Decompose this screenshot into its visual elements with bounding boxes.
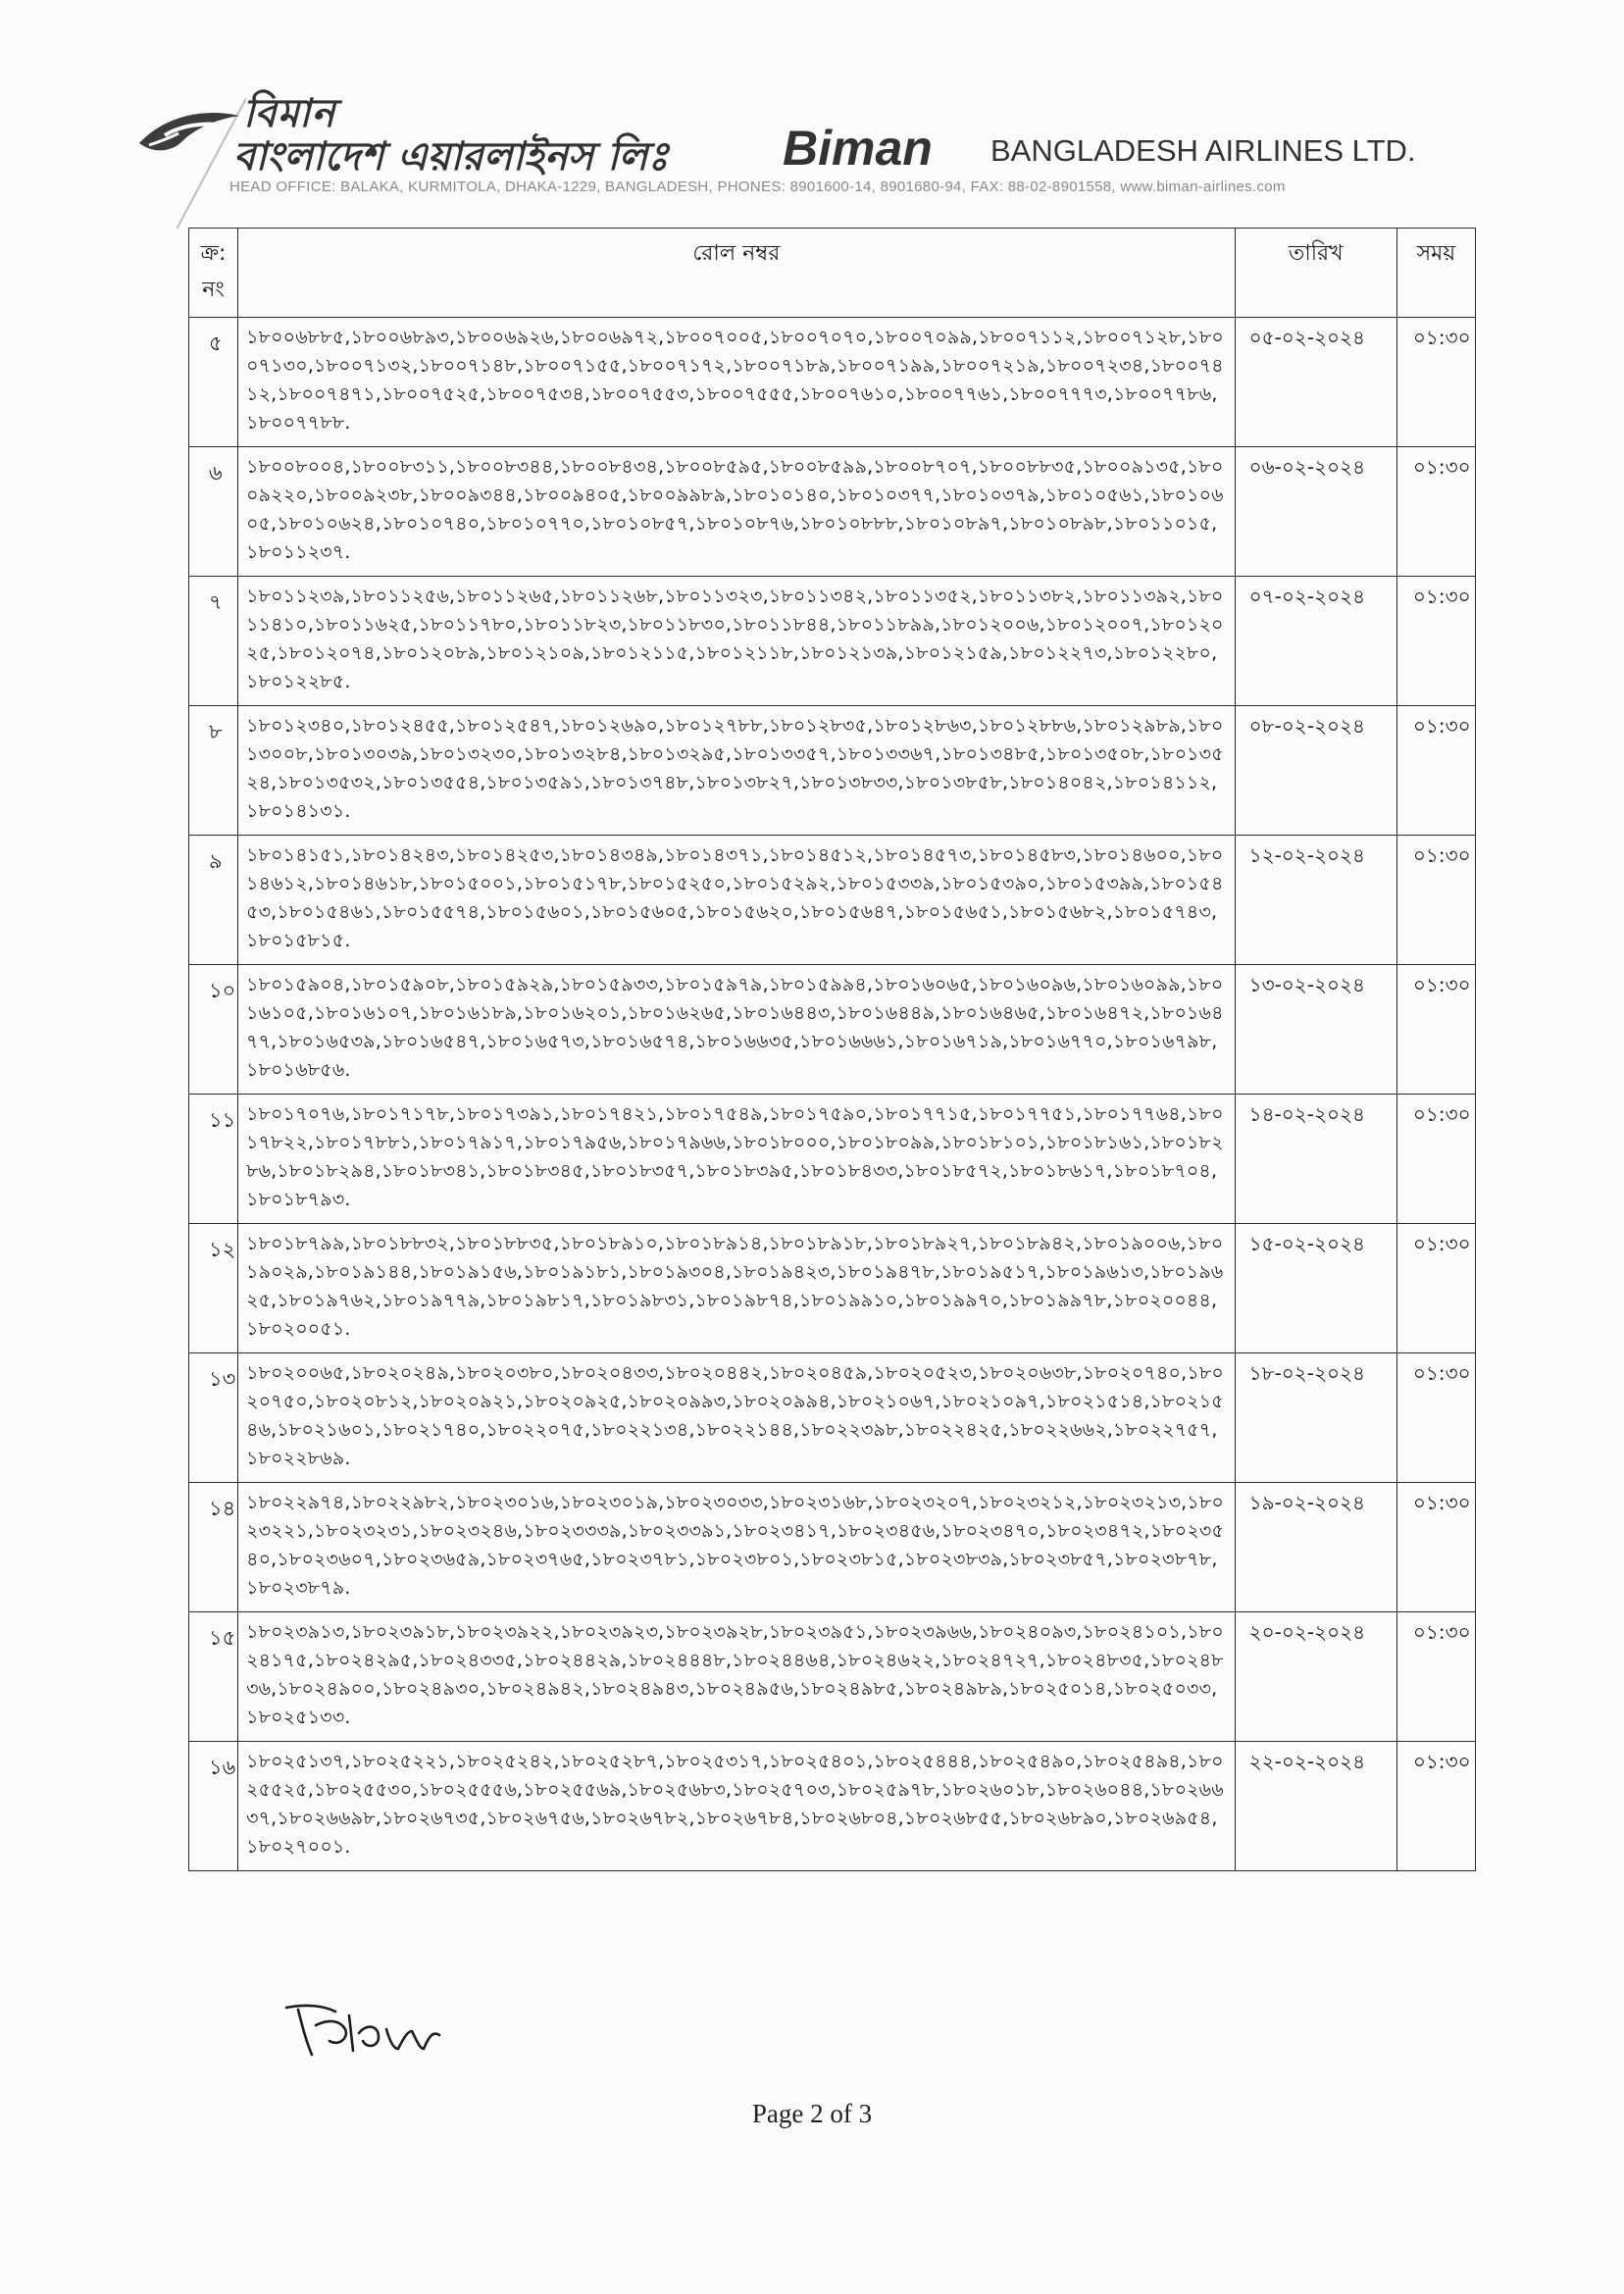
row-serial-cell: ১২ [189, 1224, 238, 1353]
row-serial-cell: ৫ [189, 318, 238, 447]
row-date-cell: ০৫-০২-২০২৪ [1235, 318, 1396, 447]
row-date-cell: ১৫-০২-২০২৪ [1235, 1224, 1396, 1353]
brand-name: Biman [783, 121, 933, 176]
row-serial-cell: ৭ [189, 577, 238, 706]
brand-suffix: BANGLADESH AIRLINES LTD. [990, 133, 1416, 168]
row-roll-numbers-cell: ১৮০১১২৩৯,১৮০১১২৫৬,১৮০১১২৬৫,১৮০১১২৬৮,১৮০১১৩২৩,১৮০১১৩৪২,১৮০১১৩৫২,১৮০১১৩৮২,১৮০১১৩৯২,১৮০১১৪১০,১৮০১১৬২৫,১৮০১১৭৮০,১৮০১১৮২৩,১৮০১১৮৩০,১৮০১১৮৪৪,১৮০১১৮৯৯,১৮০১২০০৬,১৮০১২০০৭,১৮০১২০২৫,১৮০১২০৭৪,১৮০১২০৮৯,১৮০১২১০৯,১৮০১২১১৫,১৮০১২১১৮,১৮০১২১৩৯,১৮০১২১৫৯,১৮০১২২৭৩,১৮০১২২৮০,১৮০১২২৮৫. [238, 577, 1236, 706]
table-header-row [189, 229, 1476, 318]
table-body [189, 318, 1476, 1871]
row-time-cell: ০১:৩০ [1396, 1483, 1475, 1612]
row-roll-numbers-cell: ১৮০১৪১৫১,১৮০১৪২৪৩,১৮০১৪২৫৩,১৮০১৪৩৪৯,১৮০১৪৩৭১,১৮০১৪৫১২,১৮০১৪৫৭৩,১৮০১৪৫৮৩,১৮০১৪৬০০,১৮০১৪৬১২,১৮০১৪৬১৮,১৮০১৫০০১,১৮০১৫১৭৮,১৮০১৫২৫০,১৮০১৫২৯২,১৮০১৫৩৩৯,১৮০১৫৩৯০,১৮০১৫৩৯৯,১৮০১৫৪৫৩,১৮০১৫৪৬১,১৮০১৫৫৭৪,১৮০১৫৬০১,১৮০১৫৬০৫,১৮০১৫৬২০,১৮০১৫৬৪৭,১৮০১৫৬৫১,১৮০১৫৬৮২,১৮০১৫৭৪৩,১৮০১৫৮১৫. [238, 836, 1236, 965]
row-time-cell: ০১:৩০ [1396, 1095, 1475, 1224]
row-date-cell: ০৮-০২-২০২৪ [1235, 706, 1396, 836]
row-roll-numbers-cell: ১৮০১৫৯০৪,১৮০১৫৯০৮,১৮০১৫৯২৯,১৮০১৫৯৩৩,১৮০১৫৯৭৯,১৮০১৫৯৯৪,১৮০১৬০৬৫,১৮০১৬০৯৬,১৮০১৬০৯৯,১৮০১৬১০৫,১৮০১৬১০৭,১৮০১৬১৮৯,১৮০১৬২০১,১৮০১৬২৬৫,১৮০১৬৪৪৩,১৮০১৬৪৪৯,১৮০১৬৪৬৫,১৮০১৬৪৭২,১৮০১৬৪৭৭,১৮০১৬৫৩৯,১৮০১৬৫৪৭,১৮০১৬৫৭৩,১৮০১৬৫৭৪,১৮০১৬৬৩৫,১৮০১৬৬৬১,১৮০১৬৭১৯,১৮০১৬৭৭০,১৮০১৬৭৯৮,১৮০১৬৮৫৬. [238, 965, 1236, 1095]
row-roll-numbers-cell: ১৮০১৮৭৯৯,১৮০১৮৮৩২,১৮০১৮৮৩৫,১৮০১৮৯১০,১৮০১৮৯১৪,১৮০১৮৯১৮,১৮০১৮৯২৭,১৮০১৮৯৪২,১৮০১৯০০৬,১৮০১৯০২৯,১৮০১৯১৪৪,১৮০১৯১৫৬,১৮০১৯১৮১,১৮০১৯৩০৪,১৮০১৯৪২৩,১৮০১৯৪৭৮,১৮০১৯৫১৭,১৮০১৯৬১৩,১৮০১৯৬২৫,১৮০১৯৭৬২,১৮০১৯৭৭৯,১৮০১৯৮১৭,১৮০১৯৮৩১,১৮০১৯৮৭৪,১৮০১৯৯১০,১৮০১৯৯৭০,১৮০১৯৯৭৮,১৮০২০০৪৪,১৮০২০০৫১. [238, 1224, 1236, 1353]
row-time-cell: ০১:৩০ [1396, 1353, 1475, 1483]
row-roll-numbers-cell: ১৮০২৫১৩৭,১৮০২৫২২১,১৮০২৫২৪২,১৮০২৫২৮৭,১৮০২৫৩১৭,১৮০২৫৪০১,১৮০২৫৪৪৪,১৮০২৫৪৯০,১৮০২৫৪৯৪,১৮০২৫৫২৫,১৮০২৫৫৩০,১৮০২৫৫৫৬,১৮০২৫৫৬৯,১৮০২৫৬৮৩,১৮০২৫৭০৩,১৮০২৫৯৭৮,১৮০২৬০১৮,১৮০২৬০৪৪,১৮০২৬৬৩৭,১৮০২৬৬৯৮,১৮০২৬৭৩৫,১৮০২৬৭৫৬,১৮০২৬৭৮২,১৮০২৬৭৮৪,১৮০২৬৮০৪,১৮০২৬৮৫৫,১৮০২৬৮৯০,১৮০২৬৯৫৪,১৮০২৭০০১. [238, 1742, 1236, 1871]
row-date-cell: ২২-০২-২০২৪ [1235, 1742, 1396, 1871]
row-date-cell: ১৪-০২-২০২৪ [1235, 1095, 1396, 1224]
row-date-cell: ০৬-০২-২০২৪ [1235, 447, 1396, 577]
roll-number-schedule-table [188, 228, 1476, 1871]
table-row [189, 447, 1476, 577]
table-row [189, 836, 1476, 965]
letterhead [127, 69, 1416, 195]
row-date-cell: ১৯-০২-২০২৪ [1235, 1483, 1396, 1612]
row-date-cell: ২০-০২-২০২৪ [1235, 1612, 1396, 1742]
row-time-cell: ০১:৩০ [1396, 318, 1475, 447]
row-time-cell: ০১:৩০ [1396, 1224, 1475, 1353]
row-date-cell: ০৭-০২-২০২৪ [1235, 577, 1396, 706]
bengali-brand-line-1: বিমান [243, 91, 336, 136]
row-date-cell: ১২-০২-২০২৪ [1235, 836, 1396, 965]
row-roll-numbers-cell: ১৮০২৩৯১৩,১৮০২৩৯১৮,১৮০২৩৯২২,১৮০২৩৯২৩,১৮০২৩৯২৮,১৮০২৩৯৫১,১৮০২৩৯৬৬,১৮০২৪০৯৩,১৮০২৪১০১,১৮০২৪১৭৫,১৮০২৪২৯৫,১৮০২৪৩৩৫,১৮০২৪৪২৯,১৮০২৪৪৪৮,১৮০২৪৪৬৪,১৮০২৪৬২২,১৮০২৪৭২৭,১৮০২৪৮৩৫,১৮০২৪৮৩৬,১৮০২৪৯০০,১৮০২৪৯৩০,১৮০২৪৯৪২,১৮০২৪৯৪৩,১৮০২৪৯৫৬,১৮০২৪৯৮৫,১৮০২৪৯৮৯,১৮০২৫০১৪,১৮০২৫০৩৩,১৮০২৫১৩৩. [238, 1612, 1236, 1742]
row-serial-cell: ১০ [189, 965, 238, 1095]
row-time-cell: ০১:৩০ [1396, 965, 1475, 1095]
row-time-cell: ০১:৩০ [1396, 706, 1475, 836]
row-roll-numbers-cell: ১৮০২২৯৭৪,১৮০২২৯৮২,১৮০২৩০১৬,১৮০২৩০১৯,১৮০২৩০৩৩,১৮০২৩১৬৮,১৮০২৩২০৭,১৮০২৩২১২,১৮০২৩২১৩,১৮০২৩২২১,১৮০২৩২৩১,১৮০২৩২৪৬,১৮০২৩৩৩৯,১৮০২৩৩৯১,১৮০২৩৪১৭,১৮০২৩৪৫৬,১৮০২৩৪৭০,১৮০২৩৪৭২,১৮০২৩৫৪০,১৮০২৩৬০৭,১৮০২৩৬৫৯,১৮০২৩৭৬৫,১৮০২৩৭৮১,১৮০২৩৮০১,১৮০২৩৮১৫,১৮০২৩৮৩৯,১৮০২৩৮৫৭,১৮০২৩৮৭৮,১৮০২৩৮৭৯. [238, 1483, 1236, 1612]
row-time-cell: ০১:৩০ [1396, 577, 1475, 706]
table-row [189, 318, 1476, 447]
row-time-cell: ০১:৩০ [1396, 447, 1475, 577]
row-serial-cell: ৬ [189, 447, 238, 577]
row-serial-cell: ৯ [189, 836, 238, 965]
header-serial: ক্র: নং [189, 229, 238, 318]
row-serial-cell: ১৪ [189, 1483, 238, 1612]
table-row [189, 577, 1476, 706]
table-row [189, 1095, 1476, 1224]
table-row [189, 1483, 1476, 1612]
row-roll-numbers-cell: ১৮০১২৩৪০,১৮০১২৪৫৫,১৮০১২৫৪৭,১৮০১২৬৯০,১৮০১২৭৮৮,১৮০১২৮৩৫,১৮০১২৮৬৩,১৮০১২৮৮৬,১৮০১২৯৮৯,১৮০১৩০০৮,১৮০১৩০৩৯,১৮০১৩২৩০,১৮০১৩২৮৪,১৮০১৩২৯৫,১৮০১৩৩৫৭,১৮০১৩৩৬৭,১৮০১৩৪৮৫,১৮০১৩৫০৮,১৮০১৩৫২৪,১৮০১৩৫৩২,১৮০১৩৫৫৪,১৮০১৩৫৯১,১৮০১৩৭৪৮,১৮০১৩৮২৭,১৮০১৩৮৩৩,১৮০১৩৮৫৮,১৮০১৪০৪২,১৮০১৪১১২,১৮০১৪১৩১. [238, 706, 1236, 836]
row-serial-cell: ১১ [189, 1095, 238, 1224]
row-time-cell: ০১:৩০ [1396, 836, 1475, 965]
table-row [189, 1224, 1476, 1353]
table-row [189, 965, 1476, 1095]
table-row [189, 1612, 1476, 1742]
row-serial-cell: ৮ [189, 706, 238, 836]
row-time-cell: ০১:৩০ [1396, 1742, 1475, 1871]
header-date: তারিখ [1235, 229, 1396, 318]
biman-logo-icon [135, 86, 243, 175]
header-time: সময় [1396, 229, 1475, 318]
table-row [189, 706, 1476, 836]
row-date-cell: ১৮-০২-২০২৪ [1235, 1353, 1396, 1483]
row-roll-numbers-cell: ১৮০১৭০৭৬,১৮০১৭১৭৮,১৮০১৭৩৯১,১৮০১৭৪২১,১৮০১৭৫৪৯,১৮০১৭৫৯০,১৮০১৭৭১৫,১৮০১৭৭৫১,১৮০১৭৭৬৪,১৮০১৭৮২২,১৮০১৭৮৮১,১৮০১৭৯১৭,১৮০১৭৯৫৬,১৮০১৭৯৬৬,১৮০১৮০০০,১৮০১৮০৯৯,১৮০১৮১০১,১৮০১৮১৬১,১৮০১৮২৮৬,১৮০১৮২৯৪,১৮০১৮৩৪১,১৮০১৮৩৪৫,১৮০১৮৩৫৭,১৮০১৮৩৯৫,১৮০১৮৪৩৩,১৮০১৮৫৭২,১৮০১৮৬১৭,১৮০১৮৭০৪,১৮০১৮৭৯৩. [238, 1095, 1236, 1224]
row-roll-numbers-cell: ১৮০০৬৮৮৫,১৮০০৬৮৯৩,১৮০০৬৯২৬,১৮০০৬৯৭২,১৮০০৭০০৫,১৮০০৭০৭০,১৮০০৭০৯৯,১৮০০৭১১২,১৮০০৭১২৮,১৮০০৭১৩০,১৮০০৭১৩২,১৮০০৭১৪৮,১৮০০৭১৫৫,১৮০০৭১৭২,১৮০০৭১৮৯,১৮০০৭১৯৯,১৮০০৭২১৯,১৮০০৭২৩৪,১৮০০৭৪১২,১৮০০৭৪৭১,১৮০০৭৫২৫,১৮০০৭৫৩৪,১৮০০৭৫৫৩,১৮০০৭৫৫৫,১৮০০৭৬১০,১৮০০৭৭৬১,১৮০০৭৭৭৩,১৮০০৭৭৮৬,১৮০০৭৭৮৮. [238, 318, 1236, 447]
row-roll-numbers-cell: ১৮০২০০৬৫,১৮০২০২৪৯,১৮০২০৩৮০,১৮০২০৪৩৩,১৮০২০৪৪২,১৮০২০৪৫৯,১৮০২০৫২৩,১৮০২০৬৩৮,১৮০২০৭৪০,১৮০২০৭৫০,১৮০২০৮১২,১৮০২০৯২১,১৮০২০৯২৫,১৮০২০৯৯৩,১৮০২০৯৯৪,১৮০২১০৬৭,১৮০২১০৯৭,১৮০২১৫১৪,১৮০২১৫৪৬,১৮০২১৬০১,১৮০২১৭৪০,১৮০২২০৭৫,১৮০২২১৩৪,১৮০২২১৪৪,১৮০২২৩৯৮,১৮০২২৪২৫,১৮০২২৬৬২,১৮০২২৭৫৭,১৮০২২৮৬৯. [238, 1353, 1236, 1483]
row-serial-cell: ১৬ [189, 1742, 238, 1871]
page-number: Page 2 of 3 [751, 2099, 873, 2128]
table-row [189, 1742, 1476, 1871]
row-serial-cell: ১৩ [189, 1353, 238, 1483]
table-row [189, 1353, 1476, 1483]
row-time-cell: ০১:৩০ [1396, 1612, 1475, 1742]
bengali-brand-line-2: বাংলাদেশ এয়ারলাইনস লিঃ [233, 134, 669, 179]
head-office-address: HEAD OFFICE: BALAKA, KURMITOLA, DHAKA-1229, BANGLADESH, PHONES: 8901600-14, 8901680-94, FAX: 88-02-8901558, www.biman-airlines.com [229, 178, 1286, 195]
row-serial-cell: ১৫ [189, 1612, 238, 1742]
row-date-cell: ১৩-০২-২০২৪ [1235, 965, 1396, 1095]
signature-icon [277, 1986, 473, 2065]
header-roll-numbers: রোল নম্বর [238, 229, 1236, 318]
row-roll-numbers-cell: ১৮০০৮০০৪,১৮০০৮৩১১,১৮০০৮৩৪৪,১৮০০৮৪৩৪,১৮০০৮৫৯৫,১৮০০৮৫৯৯,১৮০০৮৭০৭,১৮০০৮৮৩৫,১৮০০৯১৩৫,১৮০০৯২২০,১৮০০৯২৩৮,১৮০০৯৩৪৪,১৮০০৯৪০৫,১৮০০৯৯৮৯,১৮০১০১৪০,১৮০১০৩৭৭,১৮০১০৩৭৯,১৮০১০৫৬১,১৮০১০৬০৫,১৮০১০৬২৪,১৮০১০৭৪০,১৮০১০৭৭০,১৮০১০৮৫৭,১৮০১০৮৭৬,১৮০১০৮৮৮,১৮০১০৮৯৭,১৮০১০৮৯৮,১৮০১১০১৫,১৮০১১২৩৭. [238, 447, 1236, 577]
